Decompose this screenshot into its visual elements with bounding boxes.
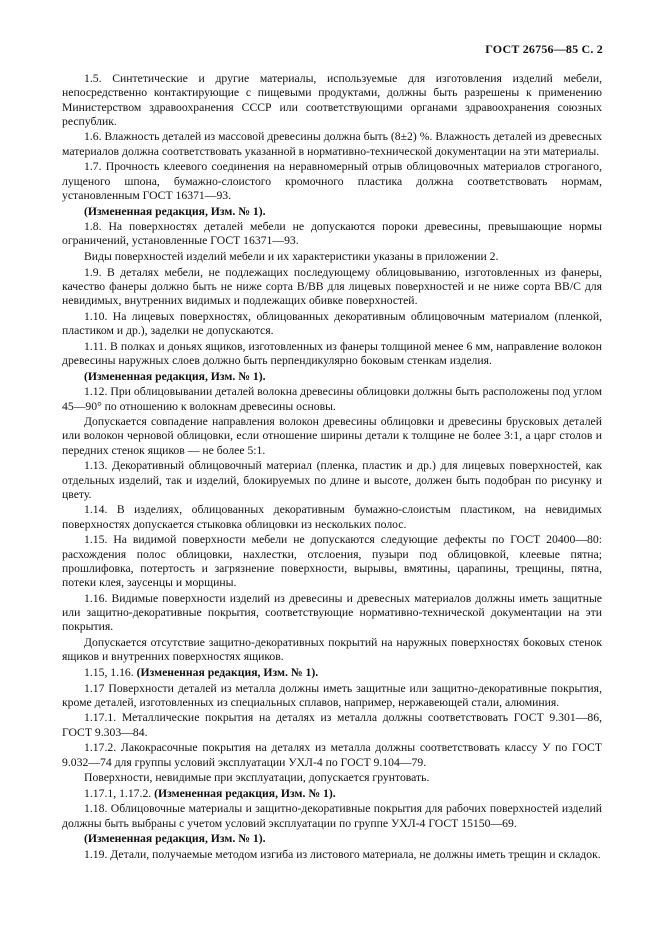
paragraph: [62, 682, 602, 711]
paragraph-text: 1.6. Влажность деталей из массовой древесины должна быть (8±2) %. Влажность деталей из древесных материалов должна соответствовать указанной в нормативно-технической документации на эти материалы.: [62, 130, 602, 158]
paragraph: [62, 592, 602, 635]
paragraph: [62, 503, 602, 532]
paragraph-text: 1.17.1. Металлические покрытия на деталях из металла должны соответствовать ГОСТ 9.301—86, ГОСТ 9.303—84.: [62, 711, 602, 739]
paragraph: [62, 533, 602, 590]
paragraph: [62, 340, 602, 369]
paragraph-text: 1.17.2. Лакокрасочные покрытия на деталях из металла должны соответствовать классу У по ГОСТ 9.032—74 для группы условий эксплуатации УХЛ-4 по ГОСТ 9.104—79.: [62, 741, 602, 769]
paragraph: [62, 385, 602, 414]
paragraph-text: 1.12. При облицовывании деталей волокна древесины облицовки должны быть расположены под углом 45—90° по отношению к волокнам древесины основы.: [62, 385, 602, 413]
paragraph-prefix: 1.15, 1.16.: [84, 665, 137, 679]
paragraph-text: Виды поверхностей изделий мебели и их характеристики указаны в приложении 2.: [84, 250, 499, 264]
paragraph: [62, 636, 602, 665]
paragraph: [62, 459, 602, 502]
amendment-text: (Измененная редакция, Изм. № 1).: [84, 369, 266, 383]
paragraph: [62, 848, 602, 862]
paragraph-text: 1.11. В полках и доньях ящиков, изготовленных из фанеры толщиной менее 6 мм, направление волокон древесины наружных слоев должно быть перпендикулярно боковым стенкам изделия.: [62, 339, 602, 368]
amendment-text: (Измененная редакция, Изм. № 1).: [84, 832, 266, 846]
amendment-text: (Измененная редакция, Изм. № 1).: [136, 665, 319, 679]
paragraph: [62, 415, 602, 458]
amendment-note: [62, 370, 602, 384]
amendment-note: [62, 832, 602, 846]
paragraph: [62, 250, 602, 264]
paragraph-text: 1.9. В деталях мебели, не подлежащих последующему облицовыванию, изготовленных из фанеры, качество фанеры должно быть не ниже сорта В/ВВ для лицевых поверхностей и не ниже сорта ВВ/С для невидимых, внутренних видимых и подлежащих обивке поверхностей.: [62, 265, 602, 308]
paragraph-text: Допускается совпадение направления волокон древесины облицовки и древесины брусковых деталей или волокон черновой облицовки, если отношение ширины детали к толщине не более 3:1, а царг столов и передних стенок ящиков — не более 5:1.: [62, 415, 602, 457]
paragraph-prefix: 1.17.1, 1.17.2.: [84, 786, 155, 800]
paragraph-text: 1.17 Поверхности деталей из металла должны иметь защитные или защитно-декоративные покрытия, кроме деталей, изготовленных из специальных сплавов, например, нержавеющей стали, алюминия.: [62, 681, 602, 709]
paragraph: [62, 741, 602, 770]
document-body: [62, 72, 602, 862]
amendment-note: [62, 666, 602, 680]
page-header: ГОСТ 26756—85 С. 2: [485, 42, 603, 56]
paragraph: [62, 220, 602, 249]
amendment-text: (Измененная редакция, Изм. № 1).: [154, 786, 336, 800]
paragraph-text: 1.8. На поверхностях деталей мебели не допускаются пороки древесины, превышающие нормы ограничений, установленные ГОСТ 16371—93.: [62, 220, 602, 248]
paragraph: [62, 130, 602, 159]
amendment-note: [62, 787, 602, 801]
paragraph-text: 1.15. На видимой поверхности мебели не допускаются следующие дефекты по ГОСТ 20400—80: расхождения полос облицовки, нахлестки, отслоения, пузыри под облицовкой, клеевые пятна; прошлифовка, потертость и загрязнение поверхности, вырывы, вмятины, царапины, трещины, пятна, потеки клея, заусенцы и морщины.: [62, 533, 602, 590]
paragraph-text: 1.13. Декоративный облицовочный материал (пленка, пластик и др.) для лицевых поверхностей, как отдельных изделий, так и изделий, блокируемых по длине и высоте, должен быть подобран по рисунку и цвету.: [62, 459, 602, 501]
paragraph: [62, 711, 602, 740]
amendment-text: (Измененная редакция, Изм. № 1).: [84, 204, 266, 218]
paragraph-text: 1.16. Видимые поверхности изделий из древесины и древесных материалов должны иметь защитные или защитно-декоративные покрытия, соответствующие нормативно-технической документации на эти покрытия.: [62, 591, 602, 634]
paragraph: [62, 802, 602, 831]
paragraph-text: 1.19. Детали, получаемые методом изгиба из листового материала, не должны иметь трещин и складок.: [84, 847, 601, 861]
paragraph-text: 1.14. В изделиях, облицованных декоративным бумажно-слоистым пластиком, на невидимых поверхностях допускается стыковка облицовки из нескольких полос.: [62, 503, 602, 531]
paragraph-text: 1.7. Прочность клеевого соединения на неравномерный отрыв облицовочных материалов строганого, лущеного шпона, бумажно-слоистого кромочного пластика должна соответствовать нормам, установленным ГОСТ 16371—93.: [62, 160, 602, 202]
paragraph-text: Допускается отсутствие защитно-декоративных покрытий на наружных поверхностях боковых стенок ящиков и внутренних поверхностях ящиков.: [62, 636, 602, 664]
paragraph: [62, 771, 602, 785]
paragraph-text: 1.18. Облицовочные материалы и защитно-декоративные покрытия для рабочих поверхностей изделий должны быть выбраны с учетом условий эксплуатации по группе УХЛ-4 ГОСТ 15150—69.: [62, 802, 602, 830]
paragraph: [62, 310, 602, 339]
paragraph-text: 1.5. Синтетические и другие материалы, используемые для изготовления изделий мебели, непосредственно контактирующие с пищевыми продуктами, должны быть разрешены к применению Министерством здравоохранения СССР или соответствующими органами здравоохранения союзных республик.: [62, 72, 602, 128]
paragraph-text: Поверхности, невидимые при эксплуатации, допускается грунтовать.: [84, 771, 430, 785]
paragraph: [62, 160, 602, 203]
paragraph-text: 1.10. На лицевых поверхностях, облицованных декоративным облицовочным материалом (пленкой, пластиком и др.), заделки не допускаются.: [62, 309, 602, 338]
amendment-note: [62, 205, 602, 219]
paragraph: [62, 72, 602, 129]
paragraph: [62, 266, 602, 309]
